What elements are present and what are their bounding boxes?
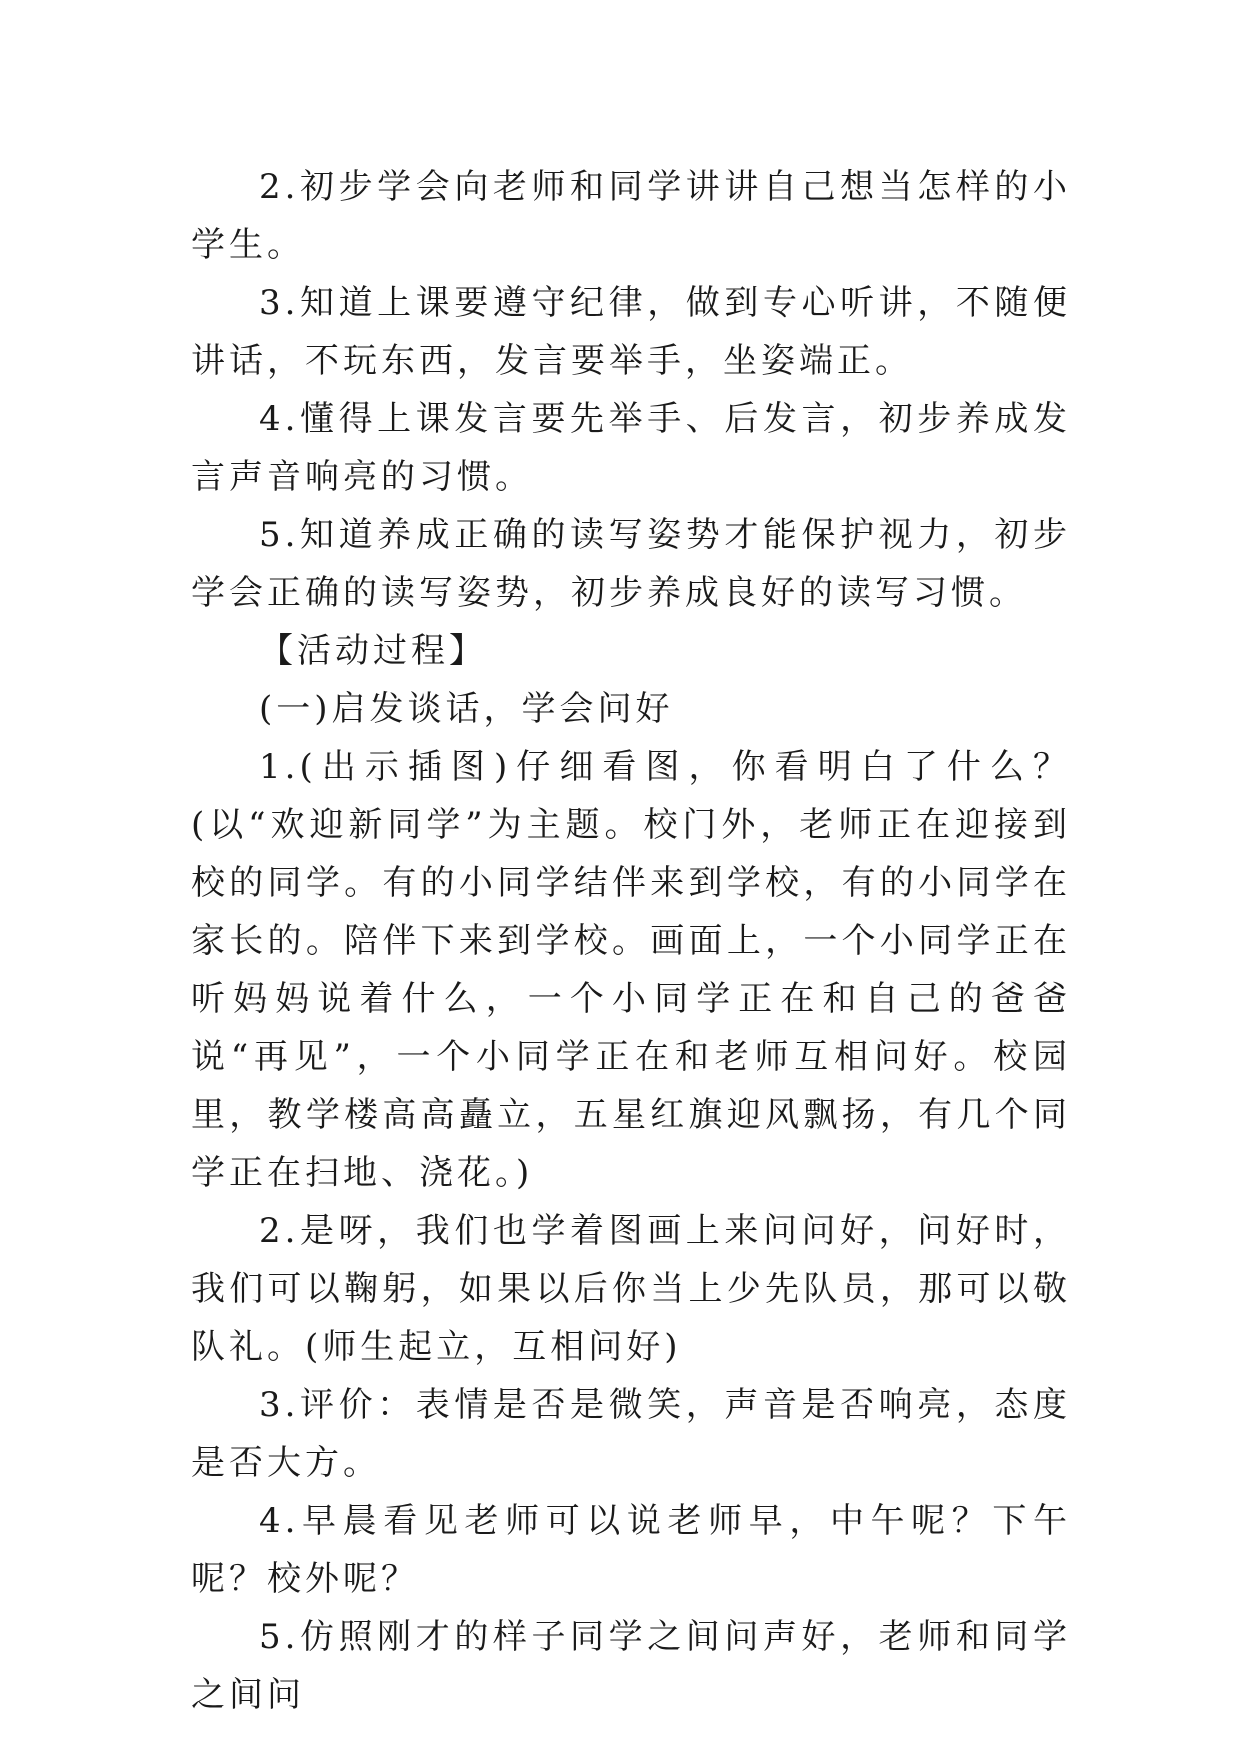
paragraph-goal-3: 3.知道上课要遵守纪律，做到专心听讲，不随便讲话，不玩东西，发言要举手，坐姿端正。 — [191, 283, 1071, 381]
paragraph-goal-5: 5.知道养成正确的读写姿势才能保护视力，初步学会正确的读写姿势，初步养成良好的读写习惯。 — [191, 515, 1071, 613]
paragraph-goal-4: 4.懂得上课发言要先举手、后发言，初步养成发言声音响亮的习惯。 — [191, 399, 1071, 497]
document-body — [191, 158, 1071, 1724]
paragraph-step-2: 2.是呀，我们也学着图画上来问问好，问好时，我们可以鞠躬，如果以后你当上少先队员，那可以敬队礼。(师生起立，互相问好) — [191, 1211, 1071, 1367]
paragraph-step-5: 5.仿照刚才的样子同学之间问声好，老师和同学之间问 — [191, 1617, 1071, 1715]
paragraph-step-3: 3.评价：表情是否是微笑，声音是否响亮，态度是否大方。 — [191, 1385, 1071, 1483]
paragraph-step-4: 4.早晨看见老师可以说老师早，中午呢？下午呢？校外呢？ — [191, 1501, 1071, 1599]
section-heading-activity-process: 【活动过程】 — [259, 631, 487, 671]
subsection-heading-greeting: (一)启发谈话，学会问好 — [259, 689, 674, 729]
paragraph-goal-2: 2.初步学会向老师和同学讲讲自己想当怎样的小学生。 — [191, 167, 1071, 265]
paragraph-step-1: 1.(出示插图)仔细看图，你看明白了什么？(以“欢迎新同学”为主题。校门外，老师正在迎接到校的同学。有的小同学结伴来到学校，有的小同学在家长的。陪伴下来到学校。画面上，一个小同学正在听妈妈说着什么，一个小同学正在和自己的爸爸说“再见”，一个小同学正在和老师互相问好。校园里，教学楼高高矗立，五星红旗迎风飘扬，有几个同学正在扫地、浇花。) — [191, 747, 1071, 1193]
